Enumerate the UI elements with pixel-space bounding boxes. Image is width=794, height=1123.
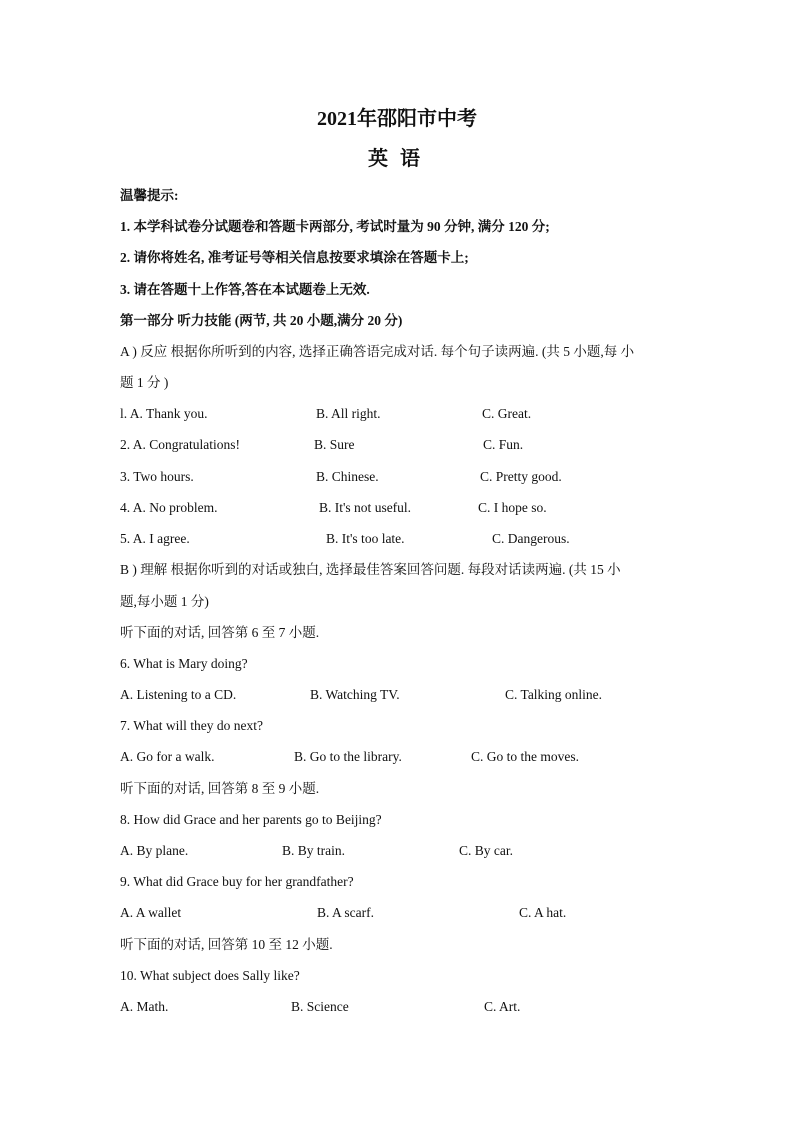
option-b: B. Go to the library.: [294, 749, 402, 764]
tip-item: 1. 本学科试卷分试题卷和答题卡两部分, 考试时量为 90 分钟, 满分 120 分;: [120, 219, 550, 234]
option-c: C. Fun.: [483, 437, 524, 452]
option-c: C. I hope so.: [478, 500, 547, 515]
option-c: C. Art.: [484, 999, 521, 1014]
exam-subject: 英语: [368, 148, 432, 170]
option-a: A. Go for a walk.: [120, 749, 215, 764]
option-b: B. Science: [291, 999, 349, 1014]
question-stem-8: 8. How did Grace and her parents go to Beijing?: [120, 812, 382, 827]
question-options-10: [120, 997, 680, 1017]
option-c: C. A hat.: [519, 905, 567, 920]
question-options-7: [120, 747, 680, 767]
option-a: l. A. Thank you.: [120, 406, 208, 421]
question-row-5: [120, 529, 680, 549]
question-options-9: [120, 903, 680, 923]
section-a-instruction: A ) 反应 根据你所听到的内容, 选择正确答语完成对话. 每个句子读两遍. (共 5 小题,每 小: [120, 344, 635, 359]
option-b: B. Chinese.: [316, 469, 379, 484]
option-a: 4. A. No problem.: [120, 500, 218, 515]
tip-item: 3. 请在答题十上作答,答在本试题卷上无效.: [120, 282, 370, 297]
option-a: 2. A. Congratulations!: [120, 437, 240, 452]
option-c: C. By car.: [459, 843, 513, 858]
question-stem-7: 7. What will they do next?: [120, 718, 263, 733]
option-b: B. By train.: [282, 843, 345, 858]
option-a: 5. A. I agree.: [120, 531, 190, 546]
option-a: A. Math.: [120, 999, 169, 1014]
option-c: C. Talking online.: [505, 687, 603, 702]
section-b-instruction-cont: 题,每小题 1 分): [120, 594, 209, 609]
option-a: A. A wallet: [120, 905, 182, 920]
question-options-6: [120, 685, 680, 705]
option-a: 3. Two hours.: [120, 469, 194, 484]
listen-instruction: 听下面的对话, 回答第 6 至 7 小题.: [120, 625, 320, 640]
option-b: B. It's too late.: [326, 531, 405, 546]
tips-heading: 温馨提示:: [120, 188, 179, 203]
question-options-8: [120, 841, 680, 861]
tip-item: 2. 请你将姓名, 准考证号等相关信息按要求填涂在答题卡上;: [120, 250, 469, 265]
question-stem-10: 10. What subject does Sally like?: [120, 968, 300, 983]
option-c: C. Great.: [482, 406, 532, 421]
question-row-4: [120, 498, 680, 518]
option-a: A. Listening to a CD.: [120, 687, 237, 702]
option-b: B. It's not useful.: [319, 500, 412, 515]
listen-instruction: 听下面的对话, 回答第 10 至 12 小题.: [120, 937, 333, 952]
section-a-instruction-cont: 题 1 分 ): [120, 375, 169, 390]
question-row-1: [120, 404, 680, 424]
option-c: C. Go to the moves.: [471, 749, 579, 764]
option-b: B. All right.: [316, 406, 381, 421]
listen-instruction: 听下面的对话, 回答第 8 至 9 小题.: [120, 781, 320, 796]
option-b: B. Sure: [314, 437, 355, 452]
question-stem-6: 6. What is Mary doing?: [120, 656, 248, 671]
option-b: B. Watching TV.: [310, 687, 400, 702]
option-b: B. A scarf.: [317, 905, 374, 920]
question-stem-9: 9. What did Grace buy for her grandfather?: [120, 874, 354, 889]
part1-heading: 第一部分 听力技能 (两节, 共 20 小题,满分 20 分): [120, 313, 403, 328]
question-row-2: [120, 435, 680, 455]
section-b-instruction: B ) 理解 根据你听到的对话或独白, 选择最佳答案回答问题. 每段对话读两遍. (共 15 小: [120, 562, 621, 577]
option-c: C. Pretty good.: [480, 469, 562, 484]
exam-title: 2021年邵阳市中考: [317, 108, 477, 130]
option-a: A. By plane.: [120, 843, 189, 858]
option-c: C. Dangerous.: [492, 531, 570, 546]
question-row-3: [120, 467, 680, 487]
